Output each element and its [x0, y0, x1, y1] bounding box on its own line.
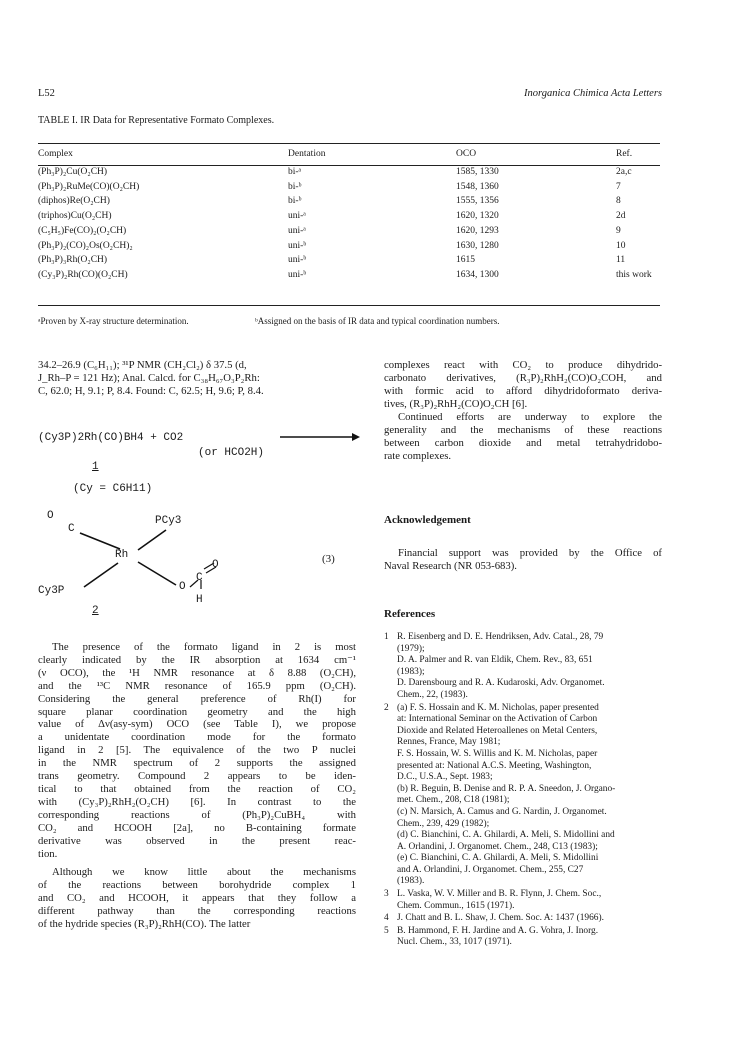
- reference-line: (d) C. Bianchini, C. A. Ghilardi, A. Meli, S. Midollini and: [397, 830, 615, 841]
- cell-dentation: uni-ᵇ: [288, 240, 307, 251]
- table-footnote-b: ᵇAssigned on the basis of IR data and typical coordination numbers.: [255, 316, 500, 326]
- reference-item: [384, 703, 662, 889]
- reference-line: J. Chatt and B. L. Shaw, J. Chem. Soc. A: 1437 (1966).: [397, 913, 604, 924]
- text-line: J_Rh–P = 121 Hz); Anal. Calcd. for C₃₈H₆₇O₃P₂Rh:: [38, 371, 260, 384]
- cell-oco: 1620, 1293: [456, 225, 499, 236]
- reaction-arrow: [280, 430, 360, 444]
- reference-line: (1983).: [397, 876, 425, 887]
- table-bottom-rule: [38, 305, 660, 306]
- reference-line: and A. Orlandini, J. Organomet. Chem., 255, C27: [397, 864, 584, 875]
- cell-complex: (diphos)Re(O₂CH): [38, 196, 110, 207]
- column-header-oco: OCO: [456, 149, 477, 159]
- cell-ref: 9: [616, 225, 621, 236]
- page-number: L52: [38, 88, 55, 99]
- compound-2-label: 2: [92, 605, 99, 617]
- equation-number: (3): [322, 553, 335, 565]
- discussion-paragraph-1: [38, 641, 356, 860]
- references-list: [384, 632, 662, 950]
- text-line: with (Cy₃P)₂RhH₂(O₂CH) [6]. In contrast to the: [38, 795, 356, 808]
- text-line: different pathway than the corresponding reactions: [38, 904, 356, 917]
- reference-line: (e) C. Bianchini, C. A. Ghilardi, A. Meli, S. Midollini: [397, 853, 599, 864]
- cell-oco: 1585, 1330: [456, 167, 499, 178]
- cell-complex: (Ph₃P)₂Cu(O₂CH): [38, 167, 108, 178]
- text-line: Although we know little about the mechanisms: [52, 866, 356, 878]
- reference-line: (a) F. S. Hossain and K. M. Nicholas, paper presented: [397, 702, 599, 713]
- reference-line: Chem. Commun., 1615 (1971).: [397, 900, 515, 911]
- text-line: square planar coordination geometry and the high: [38, 705, 356, 718]
- cell-ref: 10: [616, 240, 626, 251]
- text-line: C, 62.0; H, 9.1; P, 8.4. Found: C, 62.5; H, 9.6; P, 8.4.: [38, 384, 264, 397]
- cell-ref: 7: [616, 181, 621, 192]
- reference-line: Rennes, France, May 1981;: [397, 737, 501, 748]
- ir-data-table: [38, 143, 660, 283]
- reference-line: Dioxide and Related Heteroallenes on Metal Centers,: [397, 725, 598, 736]
- reference-number: 5: [384, 925, 389, 936]
- cell-ref: 2d: [616, 211, 626, 222]
- ligand-pcy3: PCy3: [155, 515, 182, 527]
- text-line: a unidentate coordination mode for the formato: [38, 731, 356, 744]
- table-row: [38, 224, 660, 239]
- table-row: [38, 268, 660, 283]
- text-line: Financial support was provided by the Office of: [398, 547, 662, 559]
- reference-line: D. A. Palmer and R. van Eldik, Chem. Rev., 83, 651: [397, 655, 593, 666]
- cell-dentation: uni-ᵇ: [288, 269, 307, 280]
- reference-item: [384, 632, 662, 702]
- scheme-alternative: (or HCO2H): [198, 447, 265, 459]
- reference-line: at: International Seminar on the Activation of Carbon: [397, 714, 598, 725]
- column-header-complex: Complex: [38, 149, 73, 159]
- ligand-cy3p: Cy3P: [38, 585, 65, 597]
- atom-c-formato: C: [196, 572, 203, 584]
- acknowledgement-text: [384, 547, 662, 573]
- cell-complex: (Cy₃P)₂Rh(CO)(O₂CH): [38, 269, 128, 280]
- compound-1-label: 1: [92, 461, 99, 473]
- text-line: corresponding reactions of (Ph₃P)₂CuBH₄ with: [38, 808, 356, 821]
- table-row: [38, 194, 660, 209]
- reference-number: 3: [384, 889, 389, 900]
- cell-dentation: bi-ᵃ: [288, 167, 302, 178]
- cell-dentation: uni-ᵇ: [288, 255, 307, 266]
- cell-ref: 2a,c: [616, 167, 632, 178]
- text-line: derivative was observed in the present reac-: [38, 834, 356, 847]
- reference-item: [384, 889, 662, 912]
- cell-dentation: bi-ᵇ: [288, 181, 302, 192]
- cell-oco: 1615: [456, 255, 475, 266]
- text-line: tion.: [38, 847, 58, 860]
- reference-line: presented at: National A.C.S. Meeting, Washington,: [397, 760, 592, 771]
- column-header-dentation: Dentation: [288, 149, 326, 159]
- references-heading: References: [384, 608, 436, 620]
- column-header-ref: Ref.: [616, 149, 633, 159]
- table-header-rule: [38, 165, 660, 166]
- right-paragraph-1: [384, 359, 662, 411]
- cy-definition: (Cy = C6H11): [73, 483, 153, 495]
- atom-o-formato: O: [179, 581, 186, 593]
- right-paragraph-2: [384, 411, 662, 463]
- cell-ref: 11: [616, 255, 626, 266]
- cell-complex: (C₅H₅)Fe(CO)₂(O₂CH): [38, 225, 127, 236]
- reference-line: (b) R. Beguin, B. Denise and R. P. A. Sneedon, J. Organo-: [397, 783, 616, 794]
- text-line: 34.2–26.9 (C₆H₁₁); ³¹P NMR (CH₂Cl₂) δ 37.5 (d,: [38, 359, 247, 371]
- text-line: and the ¹³C NMR resonance of 165.9 ppm (O₂CH).: [38, 679, 356, 692]
- reference-line: D.C., U.S.A., Sept. 1983;: [397, 772, 493, 783]
- table-header-row: [38, 143, 660, 165]
- reference-line: F. S. Hossain, W. S. Willis and K. M. Nicholas, paper: [397, 748, 598, 759]
- cell-complex: (Ph₃P)₂(CO)₂Os(O₂CH)₂: [38, 240, 133, 251]
- cell-ref: 8: [616, 196, 621, 207]
- reference-line: (1979);: [397, 643, 425, 654]
- cell-oco: 1620, 1320: [456, 211, 499, 222]
- text-line: Considering the general preference of Rh(I) for: [38, 692, 356, 705]
- text-line: tical to that obtained from the reaction of CO₂: [38, 782, 356, 795]
- reference-line: R. Eisenberg and D. E. Hendriksen, Adv. Catal., 28, 79: [397, 632, 604, 642]
- reference-line: B. Hammond, F. H. Jardine and A. G. Vohra, J. Inorg.: [397, 925, 599, 936]
- reference-line: Nucl. Chem., 33, 1017 (1971).: [397, 937, 512, 948]
- reference-number: 1: [384, 632, 389, 642]
- text-line: carbonato derivatives, (R₃P)₂RhH₂(CO)O₂COH, and: [384, 371, 662, 384]
- text-line: and CO₂ and HCOOH, it appears that they follow a: [38, 891, 356, 904]
- text-line: of the reactions between borohydride complex 1: [38, 878, 356, 891]
- text-line: Naval Research (NR 053-683).: [384, 559, 517, 572]
- text-line: between carbon dioxide and metal tetrahydridobo-: [384, 436, 662, 449]
- atom-rh: Rh: [115, 549, 129, 561]
- text-line: (ν OCO), the ¹H NMR resonance at δ 8.88 (O₂CH),: [38, 666, 356, 679]
- acknowledgement-heading: Acknowledgement: [384, 514, 471, 526]
- journal-name: Inorganica Chimica Acta Letters: [524, 88, 662, 99]
- atom-h-formato: H: [196, 594, 203, 606]
- cell-ref: this work: [616, 269, 652, 280]
- table-row: [38, 238, 660, 253]
- table-caption: TABLE I. IR Data for Representative Formato Complexes.: [38, 115, 275, 126]
- text-line: of the hydride species (R₃P)₂RhH(CO). The latter: [38, 917, 251, 930]
- text-line: value of Δν(asy-sym) OCO (see Table I), we propose: [38, 718, 356, 731]
- atom-o-formato-double: O: [212, 559, 219, 571]
- text-line: The presence of the formato ligand in 2 is most: [52, 641, 356, 653]
- text-line: CO₂ and HCOOH [2a], no B-containing formate: [38, 821, 356, 834]
- text-line: generality and the mechanisms of these reactions: [384, 423, 662, 436]
- reference-line: (1983);: [397, 666, 425, 677]
- table-row: [38, 180, 660, 195]
- text-line: clearly indicated by the IR absorption at 1634 cm⁻¹: [38, 653, 356, 666]
- nmr-data-paragraph: [38, 359, 356, 398]
- text-line: Continued efforts are underway to explore the: [398, 411, 662, 423]
- text-line: rate complexes.: [384, 449, 452, 462]
- reference-number: 2: [384, 702, 389, 713]
- cell-oco: 1555, 1356: [456, 196, 499, 207]
- reference-line: D. Darensbourg and R. A. Kudaroski, Adv. Organomet.: [397, 678, 605, 689]
- cell-complex: (Ph₃P)₂RuMe(CO)(O₂CH): [38, 181, 140, 192]
- cell-oco: 1548, 1360: [456, 181, 499, 192]
- reference-line: met. Chem., 208, C18 (1981);: [397, 795, 510, 806]
- discussion-paragraph-2: [38, 866, 356, 931]
- reference-number: 4: [384, 913, 389, 924]
- reference-item: [384, 926, 662, 949]
- cell-complex: (triphos)Cu(O₂CH): [38, 211, 112, 222]
- text-line: tives, (R₃P)₂RhH₂(CO)O₂CH [6].: [384, 397, 528, 410]
- reference-item: [384, 913, 662, 925]
- cell-oco: 1634, 1300: [456, 269, 499, 280]
- cell-complex: (Ph₃P)₃Rh(O₂CH): [38, 255, 108, 266]
- cell-oco: 1630, 1280: [456, 240, 499, 251]
- scheme-reactant: (Cy3P)2Rh(CO)BH4 + CO2: [38, 432, 184, 444]
- text-line: trans geometry. Compound 2 appears to be iden-: [38, 770, 356, 783]
- cell-dentation: bi-ᵇ: [288, 196, 302, 207]
- table-row: [38, 165, 660, 180]
- cell-dentation: uni-ᵃ: [288, 225, 306, 236]
- compound-2-structure: [38, 505, 328, 620]
- text-line: with formic acid to afford dihydridoformato deriva-: [384, 384, 662, 397]
- atom-o-carbonyl: O: [47, 510, 54, 522]
- reference-line: Chem., 22, (1983).: [397, 689, 468, 700]
- cell-dentation: uni-ᵃ: [288, 211, 306, 222]
- reference-line: (c) N. Marsich, A. Camus and G. Nardin, J. Organomet.: [397, 806, 607, 817]
- text-line: complexes react with CO₂ to produce dihydrido-: [384, 359, 662, 371]
- table-row: [38, 253, 660, 268]
- table-row: [38, 209, 660, 224]
- text-line: ligand in 2 [5]. The equivalence of the two P nuclei: [38, 744, 356, 757]
- text-line: in the NMR spectrum of 2 supports the assigned: [38, 757, 356, 770]
- reference-line: L. Vaska, W. V. Miller and B. R. Flynn, J. Chem. Soc.,: [397, 889, 602, 900]
- reference-line: Chem., 239, 429 (1982);: [397, 818, 490, 829]
- reference-line: A. Orlandini, J. Organomet. Chem., 248, C13 (1983);: [397, 841, 598, 852]
- table-footnote-a: ᵃProven by X-ray structure determination.: [38, 316, 189, 326]
- atom-c-carbonyl: C: [68, 523, 75, 535]
